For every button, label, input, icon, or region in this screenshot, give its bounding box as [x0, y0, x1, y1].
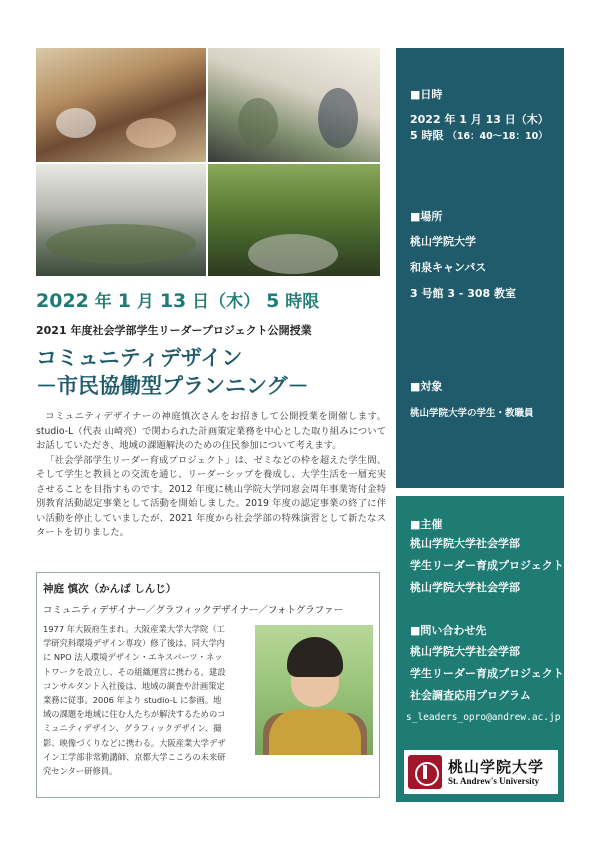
workshop-photo-4	[208, 164, 380, 276]
event-info-panel	[396, 48, 564, 488]
organizer-line: 学生リーダー育成プロジェクト	[410, 559, 564, 572]
datetime-heading: ■日時	[410, 88, 443, 101]
event-title-sub: －市民協働型プランニング－	[36, 374, 309, 398]
contact-heading: ■問い合わせ先	[410, 624, 487, 637]
place-line: 3 号館 3 - 308 教室	[410, 287, 516, 300]
logo-english: St. Andrew's University	[448, 775, 540, 786]
contact-line: 学生リーダー育成プロジェクト	[410, 667, 564, 680]
contact-email-link[interactable]: s_leaders_opro@andrew.ac.jp	[406, 712, 561, 723]
contact-line: 桃山学院大学社会学部	[410, 645, 520, 658]
speaker-role: コミュニティデザイナー／グラフィックデザイナー／フォトグラファー	[43, 605, 344, 616]
event-title: コミュニティデザイン	[36, 346, 243, 370]
organizer-line: 桃山学院大学社会学部	[410, 537, 520, 550]
speaker-portrait	[255, 625, 373, 755]
university-logo	[404, 750, 558, 794]
event-description	[36, 410, 386, 541]
event-date-headline: 2022 年 1 月 13 日（木） 5 時限	[36, 290, 320, 312]
description-paragraph: コミュニティデザイナーの神庭慎次さんをお招きして公開授業を開催します。studio-L（代表 山崎亮）で関わられた計画策定業務を中心とした取り組みについてお話していただき、地域の課題解決のための住民参加について考えます。	[36, 411, 386, 451]
target-text: 桃山学院大学の学生・教職員	[410, 408, 534, 419]
place-line: 桃山学院大学	[410, 235, 476, 248]
event-subtitle: 2021 年度社会学部学生リーダープロジェクト公開授業	[36, 324, 312, 337]
organizer-heading: ■主催	[410, 518, 443, 531]
place-heading: ■場所	[410, 210, 443, 223]
contact-line: 社会調査応用プログラム	[410, 689, 531, 702]
target-heading: ■対象	[410, 380, 443, 393]
workshop-photo-3	[36, 164, 206, 276]
organizer-line: 桃山学院大学社会学部	[410, 581, 520, 594]
speaker-bio: 1977 年大阪府生まれ。大阪産業大学大学院（工 学研究科環境デザイン専攻）修了後は、同大学内 に NPO 法人環境デザイン・エキスパーツ・ネッ トワークを設立し、その組織運営に携わる。建設 コンサルタント入社後は、地域の調査や計画策定 業務に従事。2006 年より studio-L に参画。地 域の課題を地域に住む人たちが解決するためのコ ミュニティデザイン、グラフィックデザイン、撮 影、映像づくりなどに携わる。大阪産業大学デザ イン工学部非常勤講師、京都大学こころの未来研 究センター研修員。	[43, 624, 226, 777]
workshop-photo-1	[36, 48, 206, 162]
speaker-name: 神庭 慎次（かんば しんじ）	[43, 583, 177, 595]
workshop-photo-2	[208, 48, 380, 162]
speaker-profile	[36, 572, 380, 798]
university-seal-icon	[408, 755, 442, 789]
datetime-date: 2022 年 1 月 13 日（木）	[410, 113, 549, 126]
logo-japanese: 桃山学院大学	[448, 757, 545, 776]
place-line: 和泉キャンパス	[410, 261, 487, 274]
photo-collage	[36, 48, 380, 276]
datetime-period: 5 時限 （16：40～18：10）	[410, 129, 548, 142]
description-paragraph: 「社会学部学生リーダー育成プロジェクト」は、ゼミなどの枠を超えた学生間、そして学生と教員との交流を通じ、リーダーシップを養成し、大学生活を一層充実させることを目指すものです。2012 年度に桃山学院大学同窓会周年事業寄付金特別教育活動認定事業として活動を開始しました。2019 年度の認定事業の終了に伴い活動を停止していましたが、2021 年度から社会学部の特殊演習として新たなスタートを切りました。	[36, 454, 386, 538]
